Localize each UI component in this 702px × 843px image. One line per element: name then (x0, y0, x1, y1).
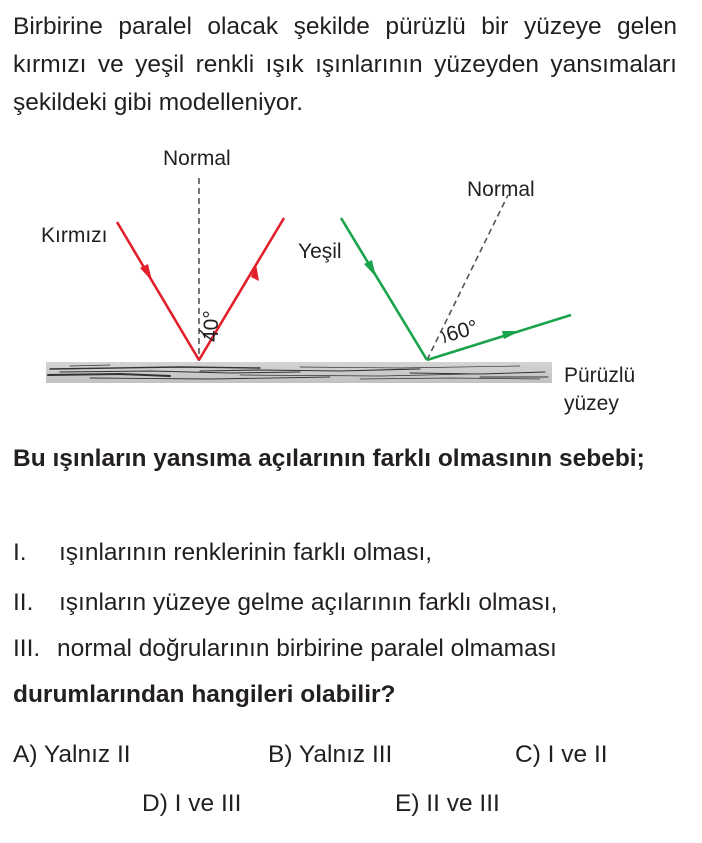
statement-1 (13, 538, 432, 568)
right-angle-arc (441, 331, 445, 343)
final-question: durumlarından hangileri olabilir? (13, 681, 396, 708)
option-e[interactable]: E) II ve III (395, 790, 500, 817)
reflection-figure (0, 138, 702, 428)
option-c[interactable]: C) I ve II (515, 741, 608, 768)
statement-3-text: normal doğrularının birbirine paralel olmaması (57, 635, 557, 662)
red-incident-arrowhead (140, 264, 152, 281)
intro-paragraph: Birbirine paralel olacak şekilde pürüzlü bir yüzeye gelen kırmızı ve yeşil renkli ışık ışınlarının yüzeyden yansımaları şekildeki gibi modelleniyor. (13, 13, 677, 116)
green-ray-label: Yeşil (298, 240, 342, 263)
surface-label-line1: Pürüzlü (564, 364, 636, 387)
option-b[interactable]: B) Yalnız III (268, 741, 393, 768)
option-a[interactable]: A) Yalnız II (13, 741, 131, 768)
statement-2-text: ışınların yüzeye gelme açılarının farklı olması, (59, 589, 558, 616)
statement-3-number: III. (13, 635, 41, 662)
statement-2 (13, 588, 557, 618)
statement-1-text: ışınlarının renklerinin farklı olması, (59, 539, 433, 566)
right-normal-label: Normal (467, 178, 535, 201)
left-normal-label: Normal (163, 147, 231, 170)
red-ray-label: Kırmızı (41, 224, 108, 247)
left-angle-label: 40° (200, 310, 223, 342)
statement-2-number: II. (13, 589, 34, 616)
right-angle-label: 60° (443, 315, 481, 347)
green-incident-ray (341, 218, 427, 360)
surface-label-line2: yüzey (564, 392, 619, 415)
question-text: Bu ışınların yansıma açılarının farklı olmasının sebebi; (13, 445, 645, 472)
option-d[interactable]: D) I ve III (142, 790, 242, 817)
green-reflected-arrowhead (502, 331, 520, 339)
statement-1-number: I. (13, 539, 27, 566)
green-incident-arrowhead (364, 260, 376, 277)
red-incident-ray (117, 222, 199, 360)
statement-3 (13, 634, 557, 664)
